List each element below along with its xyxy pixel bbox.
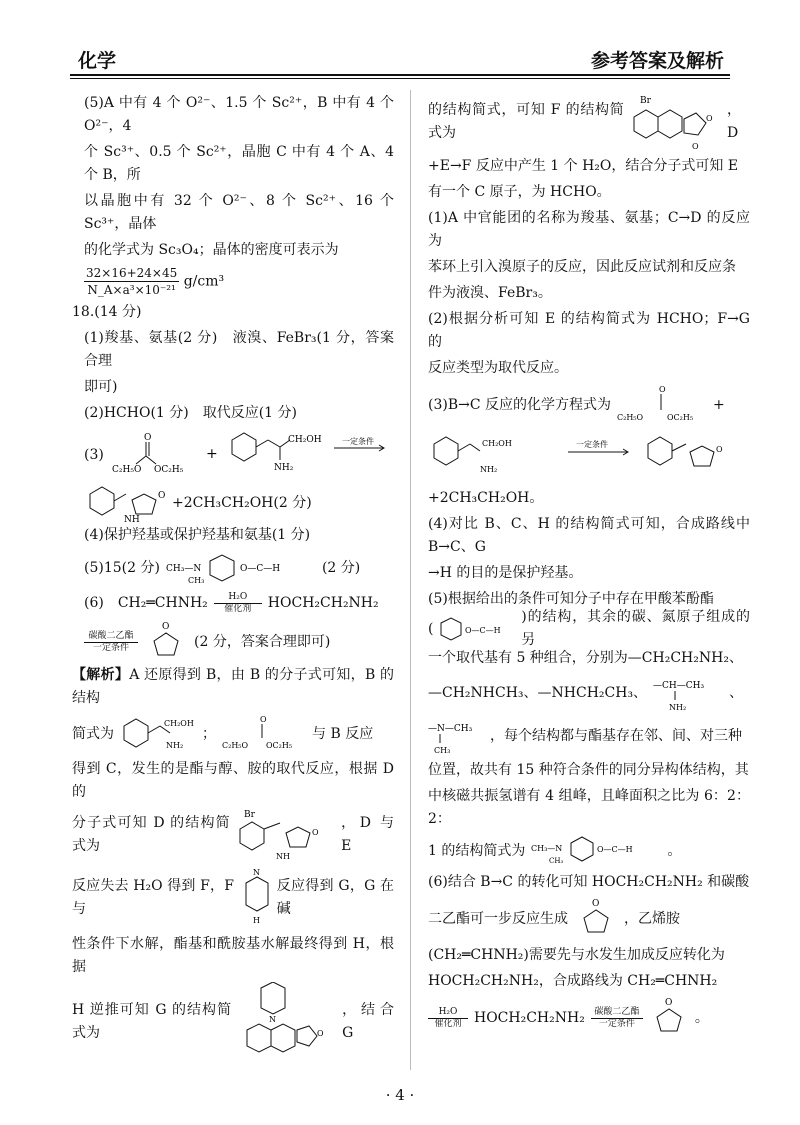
svg-text:—CH—CH₃: —CH—CH₃ xyxy=(653,681,705,691)
analysis-line: 件为液溴、FeBr₃。 xyxy=(428,285,552,301)
oxazolidinone-ring xyxy=(649,997,689,1039)
analysis-line: HOCH₂CH₂NH₂，合成路线为 CH₂═CHNH₂ xyxy=(428,973,718,989)
reaction-arrow-2 xyxy=(84,631,138,654)
n-methyl-fragment xyxy=(428,717,484,755)
oxazolidinone-ring xyxy=(144,621,188,663)
condition-label: 一定条件 xyxy=(342,437,374,446)
column-divider xyxy=(410,90,411,1070)
answer-5 xyxy=(72,550,394,586)
nh2-label: NH₂ xyxy=(274,463,294,473)
analysis-line: (4)对比 B、C、H 的结构简式可知，合成路线中 B→C、G xyxy=(428,516,750,555)
answer-1: (1)羧基、氨基(2 分) 液溴、FeBr₃(1 分，答案合理 xyxy=(84,330,394,369)
arrow-bottom: 一定条件 xyxy=(92,642,129,653)
answer-3-reaction xyxy=(72,428,394,482)
answer-3-byproduct: +2CH₃CH₂OH(2 分) xyxy=(172,495,312,511)
methyl-label: CH₃ xyxy=(187,576,205,585)
q5-line: 以晶胞中有 32 个 O²⁻、8 个 Sc²⁺、16 个 Sc³⁺，晶体 xyxy=(84,193,394,232)
answer-6-step2 xyxy=(72,620,394,664)
answer-2: (2)HCHO(1 分) 取代反应(1 分) xyxy=(84,405,298,421)
answer-4: (4)保护羟基或保护羟基和氨基(1 分) xyxy=(84,527,311,543)
header-rule xyxy=(70,74,730,76)
subject-label: 化学 xyxy=(78,50,117,72)
arrow-top: 碳酸二乙酯 xyxy=(88,630,134,641)
svg-text:O: O xyxy=(592,899,600,909)
svg-text:N: N xyxy=(252,868,260,877)
svg-text:NH₂: NH₂ xyxy=(669,703,687,712)
analysis-line: 有一个 C 原子，为 HCHO。 xyxy=(428,184,611,200)
svg-text:O: O xyxy=(260,715,267,724)
analysis-line: 反应类型为取代反应。 xyxy=(428,360,568,376)
svg-text:CH₂OH: CH₂OH xyxy=(482,439,512,448)
diethyl-carbonate-structure-2 xyxy=(222,714,306,754)
analysis-line: (3)B→C 反应的化学方程式为 C₂H₅O O OC₂H₅ + xyxy=(428,383,750,427)
analysis-line: 一个取代基有 5 种组合，分别为—CH₂CH₂NH₂、 xyxy=(428,650,743,666)
page-number: · 4 · xyxy=(385,1086,415,1104)
analysis-line: 得到 C，发生的是酯与醇、胺的取代反应，根据 D 的 xyxy=(72,761,394,800)
svg-text:N: N xyxy=(269,1015,277,1024)
analysis-line: +2CH₃CH₂OH。 xyxy=(428,490,544,506)
answer-6-mid: HOCH₂CH₂NH₂ xyxy=(267,594,379,611)
plus-sign: + xyxy=(206,446,218,462)
svg-text:NH: NH xyxy=(275,852,290,861)
phenyl-formate-fragment xyxy=(439,615,515,643)
density-expression xyxy=(72,265,394,298)
condition-label: 一定条件 xyxy=(576,440,608,449)
analysis-line: 【解析】A 还原得到 B，由 B 的分子式可知，B 的结构 xyxy=(72,667,395,706)
q5-line: 的化学式为 Sc₃O₄；晶体的密度可表示为 xyxy=(84,242,339,258)
svg-text:Br: Br xyxy=(639,96,651,106)
q5-line: 个 Sc³⁺、0.5 个 Sc²⁺，晶胞 C 中有 4 个 A、4 个 B，所 xyxy=(84,144,394,183)
synthesis-route: H₂O 催化剂 HOCH₂CH₂NH₂ 碳酸二乙酯 一定条件 O 。 xyxy=(428,996,750,1040)
analysis-line: →H 的目的是保护羟基。 xyxy=(428,565,583,581)
question-number: 18.(14 分) xyxy=(72,304,142,320)
carbonyl-o: O xyxy=(144,433,152,443)
reaction-arrow xyxy=(214,592,262,615)
analysis-line: (1)A 中官能团的名称为羧基、氨基；C→D 的反应为 xyxy=(428,210,750,249)
analysis-line: (CH₂═CHNH₂)需要先与水发生加成反应转化为 xyxy=(428,947,725,963)
svg-text:NH₂: NH₂ xyxy=(480,465,498,474)
svg-text:C₂H₅O: C₂H₅O xyxy=(222,741,249,750)
analysis-line: 性条件下水解，酯基和酰胺基水解最终得到 H，根据 xyxy=(72,936,394,975)
analysis-tag: 【解析】 xyxy=(72,667,130,683)
analysis-line: 中核磁共振氢谱有 4 组峰，且峰面积之比为 6：2：2： xyxy=(428,788,750,827)
analysis-line: 1 的结构简式为 CH₃—N CH₃ O—C—H 。 xyxy=(428,834,750,868)
analysis-line: H 逆推可知 G 的结构简式为 N O ，结合 G xyxy=(72,982,394,1062)
answer-6-score: (2 分，答案合理即可) xyxy=(194,633,331,650)
analysis-line: +E→F 反应中产生 1 个 H₂O，结合分子式可知 E xyxy=(428,158,739,174)
answer-6 xyxy=(72,586,394,620)
svg-text:CH₃—N: CH₃—N xyxy=(531,844,563,853)
fraction-numerator: 32×16+24×45 xyxy=(86,266,178,280)
q5-line: (5)A 中有 4 个 O²⁻、1.5 个 Sc²⁺，B 中有 4 个 O²⁻，4 xyxy=(84,95,394,134)
ethoxy-label: C₂H₅O xyxy=(112,465,142,475)
svg-text:C₂H₅O: C₂H₅O xyxy=(617,413,644,422)
svg-text:Br: Br xyxy=(243,810,255,820)
page-header xyxy=(70,40,730,74)
ethoxy-label-2: OC₂H₅ xyxy=(154,465,184,475)
analysis-line: 分子式可知 D 的结构简式为 Br O NH ，D 与 E xyxy=(72,807,394,863)
header-rule-thin xyxy=(70,78,730,79)
svg-text:H: H xyxy=(252,916,260,925)
compound-f-structure xyxy=(630,93,721,151)
left-column xyxy=(72,92,394,1065)
analysis-line: —N—CH₃ CH₃ ，每个结构都与酯基存在邻、间、对三种 xyxy=(428,716,750,756)
formate-label: O—C—H xyxy=(239,564,281,574)
ring-o-label: O xyxy=(158,491,166,501)
analysis-line: (6)结合 B→C 的转化可知 HOCH₂CH₂NH₂ 和碳酸 xyxy=(428,874,750,890)
dimethylamino-label: CH₃—N xyxy=(165,564,202,574)
svg-text:CH₃: CH₃ xyxy=(434,746,451,755)
answer-3-label: (3) xyxy=(84,447,104,463)
analysis-line: 的结构简式，可知 F 的结构简式为 Br O O ，D xyxy=(428,92,750,152)
bromo-compound-d xyxy=(236,807,336,863)
svg-text:O: O xyxy=(691,142,699,151)
analysis-line: 简式为 CH₂OH NH₂ ； C₂H₅O O OC₂H₅ 与 B 反应 xyxy=(72,713,394,755)
oxazolidinone-ring xyxy=(574,898,618,940)
branched-amine-fragment xyxy=(653,674,723,712)
diethyl-carbonate-structure-3 xyxy=(617,384,707,426)
methylpiperazine-structure xyxy=(240,867,271,929)
svg-text:O: O xyxy=(317,1029,324,1038)
analysis-line: 二乙酯可一步反应生成 O ，乙烯胺 xyxy=(428,897,750,941)
reaction-arrow-2: 碳酸二乙酯 一定条件 xyxy=(591,1007,643,1030)
phenyl-formate-structure xyxy=(166,551,316,585)
svg-text:CH₃: CH₃ xyxy=(549,857,564,865)
analysis-line: 位置，故共有 15 种符合条件的同分异构体结构，其 xyxy=(428,762,749,778)
compound-g-structure xyxy=(237,982,336,1062)
diethyl-carbonate-structure xyxy=(84,428,394,482)
reaction-arrow: H₂O 催化剂 xyxy=(428,1007,468,1030)
answer-structure xyxy=(531,835,661,867)
density-unit: g/cm³ xyxy=(183,273,225,290)
analysis-line: (5)根据给出的条件可知分子中存在甲酸苯酚酯 xyxy=(428,591,714,607)
answer-6-start: (6) CH₂═CHNH₂ xyxy=(84,594,208,611)
answer-5-score: (2 分) xyxy=(321,559,361,576)
analysis-line: 反应失去 H₂O 得到 F，F 与 N H 反应得到 G，G 在碱 xyxy=(72,866,394,930)
ch2oh-label: CH₂OH xyxy=(164,719,194,728)
analysis-line: —CH₂NHCH₃、—NHCH₂CH₃、 —CH—CH₃ NH₂ 、 xyxy=(428,673,750,713)
svg-text:O: O xyxy=(659,385,666,394)
fraction-denominator: N_A×a³×10⁻²¹ xyxy=(87,283,176,297)
svg-text:—N—CH₃: —N—CH₃ xyxy=(428,724,473,734)
answer-5-count: (5)15(2 分) xyxy=(84,559,160,576)
amino-alcohol-structure xyxy=(120,714,196,754)
nh2-label: NH₂ xyxy=(166,741,184,750)
svg-text:O: O xyxy=(705,114,713,123)
density-fraction xyxy=(84,265,179,298)
ch2oh-label: CH₂OH xyxy=(288,435,322,445)
svg-text:OC₂H₅: OC₂H₅ xyxy=(667,413,694,422)
reaction-line xyxy=(428,430,750,484)
analysis-line: ( O—C—H )的结构，其余的碳、氮原子组成的另 xyxy=(428,609,750,648)
answer-3-product xyxy=(72,482,394,524)
svg-text:O—C—H: O—C—H xyxy=(465,626,502,635)
svg-text:O: O xyxy=(664,998,673,1008)
right-column xyxy=(428,92,750,1043)
svg-text:O—C—H: O—C—H xyxy=(597,845,634,854)
analysis-line: 苯环上引入溴原子的反应，因此反应试剂和反应条 xyxy=(428,259,736,275)
analysis-line: (2)根据分析可知 E 的结构简式为 HCHO；F→G 的 xyxy=(428,311,750,350)
svg-text:OC₂H₅: OC₂H₅ xyxy=(266,741,293,750)
svg-text:O: O xyxy=(311,828,319,837)
header-title: 参考答案及解析 xyxy=(590,50,724,72)
ring-nh-label: NH xyxy=(124,515,140,524)
arrow-top: H₂O xyxy=(228,591,248,602)
arrow-bottom: 催化剂 xyxy=(224,603,252,614)
answer-1-cont: 即可) xyxy=(84,379,118,395)
b-to-c-reaction xyxy=(428,430,750,484)
carbonyl-o: O xyxy=(162,622,170,632)
svg-text:O: O xyxy=(716,445,723,454)
